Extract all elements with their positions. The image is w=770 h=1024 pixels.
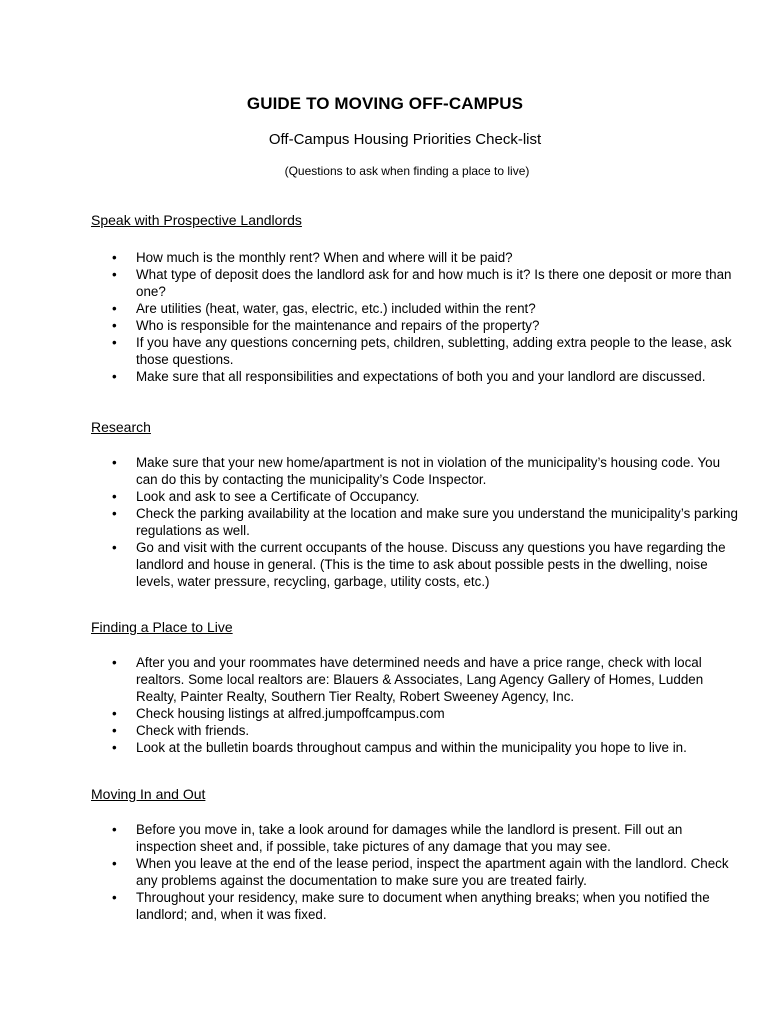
list-item-text: Before you move in, take a look around for damages while the landlord is present. Fill out an inspection sheet and, if possible, take pictures of any damage that you may see.	[136, 822, 683, 854]
bullet-icon: •	[112, 335, 117, 350]
list-item-text: Check the parking availability at the location and make sure you understand the municipality’s parking regulations as well.	[136, 506, 738, 538]
bullet-list	[91, 454, 741, 590]
section-heading: Finding a Place to Live	[91, 619, 233, 635]
bullet-icon: •	[112, 318, 117, 333]
list-item	[91, 889, 741, 923]
bullet-icon: •	[112, 455, 117, 470]
list-item	[91, 821, 741, 855]
bullet-icon: •	[112, 540, 117, 555]
bullet-icon: •	[112, 706, 117, 721]
bullet-icon: •	[112, 301, 117, 316]
section-heading: Research	[91, 419, 151, 435]
list-item-text: Who is responsible for the maintenance and repairs of the property?	[136, 318, 540, 333]
list-item	[91, 739, 741, 756]
page-subtitle: Off-Campus Housing Priorities Check-list	[268, 131, 542, 148]
list-item-text: Go and visit with the current occupants of the house. Discuss any questions you have regarding the landlord and house in general. (This is the time to ask about possible pests in the dwelling, noise levels, water pressure, recycling, garbage, utility costs, etc.)	[136, 540, 726, 589]
list-item-text: What type of deposit does the landlord ask for and how much is it? Is there one deposit or more than one?	[136, 267, 732, 299]
list-item	[91, 855, 741, 889]
section-moving-in-and-out	[91, 786, 741, 923]
list-item	[91, 334, 741, 368]
page-title: GUIDE TO MOVING OFF-CAMPUS	[246, 94, 524, 113]
list-item-text: Make sure that your new home/apartment is not in violation of the municipality’s housing code. You can do this by contacting the municipality’s Code Inspector.	[136, 455, 721, 487]
list-item-text: How much is the monthly rent? When and where will it be paid?	[136, 250, 513, 265]
bullet-icon: •	[112, 822, 117, 837]
bullet-icon: •	[112, 506, 117, 521]
list-item	[91, 300, 741, 317]
bullet-list	[91, 821, 741, 923]
page-note: (Questions to ask when finding a place to live)	[284, 164, 530, 178]
list-item	[91, 705, 741, 722]
bullet-icon: •	[112, 250, 117, 265]
list-item-text: If you have any questions concerning pets, children, subletting, adding extra people to the lease, ask those questions.	[136, 335, 732, 367]
bullet-icon: •	[112, 369, 117, 384]
section-heading: Moving In and Out	[91, 786, 206, 802]
section-heading: Speak with Prospective Landlords	[91, 212, 302, 228]
list-item	[91, 505, 741, 539]
bullet-icon: •	[112, 267, 117, 282]
bullet-icon: •	[112, 856, 117, 871]
section-research	[91, 419, 741, 590]
list-item-text: When you leave at the end of the lease period, inspect the apartment again with the landlord. Check any problems against the documentation to make sure you are treated fairly.	[136, 856, 729, 888]
list-item	[91, 488, 741, 505]
bullet-icon: •	[112, 740, 117, 755]
list-item	[91, 539, 741, 590]
bullet-icon: •	[112, 655, 117, 670]
list-item	[91, 317, 741, 334]
bullet-list	[91, 249, 741, 385]
list-item-text: Make sure that all responsibilities and expectations of both you and your landlord are discussed.	[136, 369, 706, 384]
list-item	[91, 722, 741, 739]
list-item-text: Throughout your residency, make sure to document when anything breaks; when you notified the landlord; and, when it was fixed.	[136, 890, 710, 922]
list-item-text: Are utilities (heat, water, gas, electric, etc.) included within the rent?	[136, 301, 536, 316]
bullet-list	[91, 654, 741, 756]
list-item	[91, 654, 741, 705]
list-item	[91, 454, 741, 488]
section-speak-with-landlords	[91, 212, 741, 385]
list-item-text: After you and your roommates have determined needs and have a price range, check with local realtors. Some local realtors are: Blauers & Associates, Lang Agency Gallery of Homes, Ludden Realty, Painter Realty, Southern Tier Realty, Robert Sweeney Agency, Inc.	[136, 655, 704, 704]
list-item	[91, 249, 741, 266]
list-item-text: Look at the bulletin boards throughout campus and within the municipality you hope to live in.	[136, 740, 687, 755]
bullet-icon: •	[112, 489, 117, 504]
list-item-text: Check housing listings at alfred.jumpoffcampus.com	[136, 706, 445, 721]
bullet-icon: •	[112, 890, 117, 905]
bullet-icon: •	[112, 723, 117, 738]
list-item-text: Check with friends.	[136, 723, 250, 738]
list-item	[91, 368, 741, 385]
list-item-text: Look and ask to see a Certificate of Occupancy.	[136, 489, 420, 504]
section-finding-a-place	[91, 619, 741, 756]
list-item	[91, 266, 741, 300]
